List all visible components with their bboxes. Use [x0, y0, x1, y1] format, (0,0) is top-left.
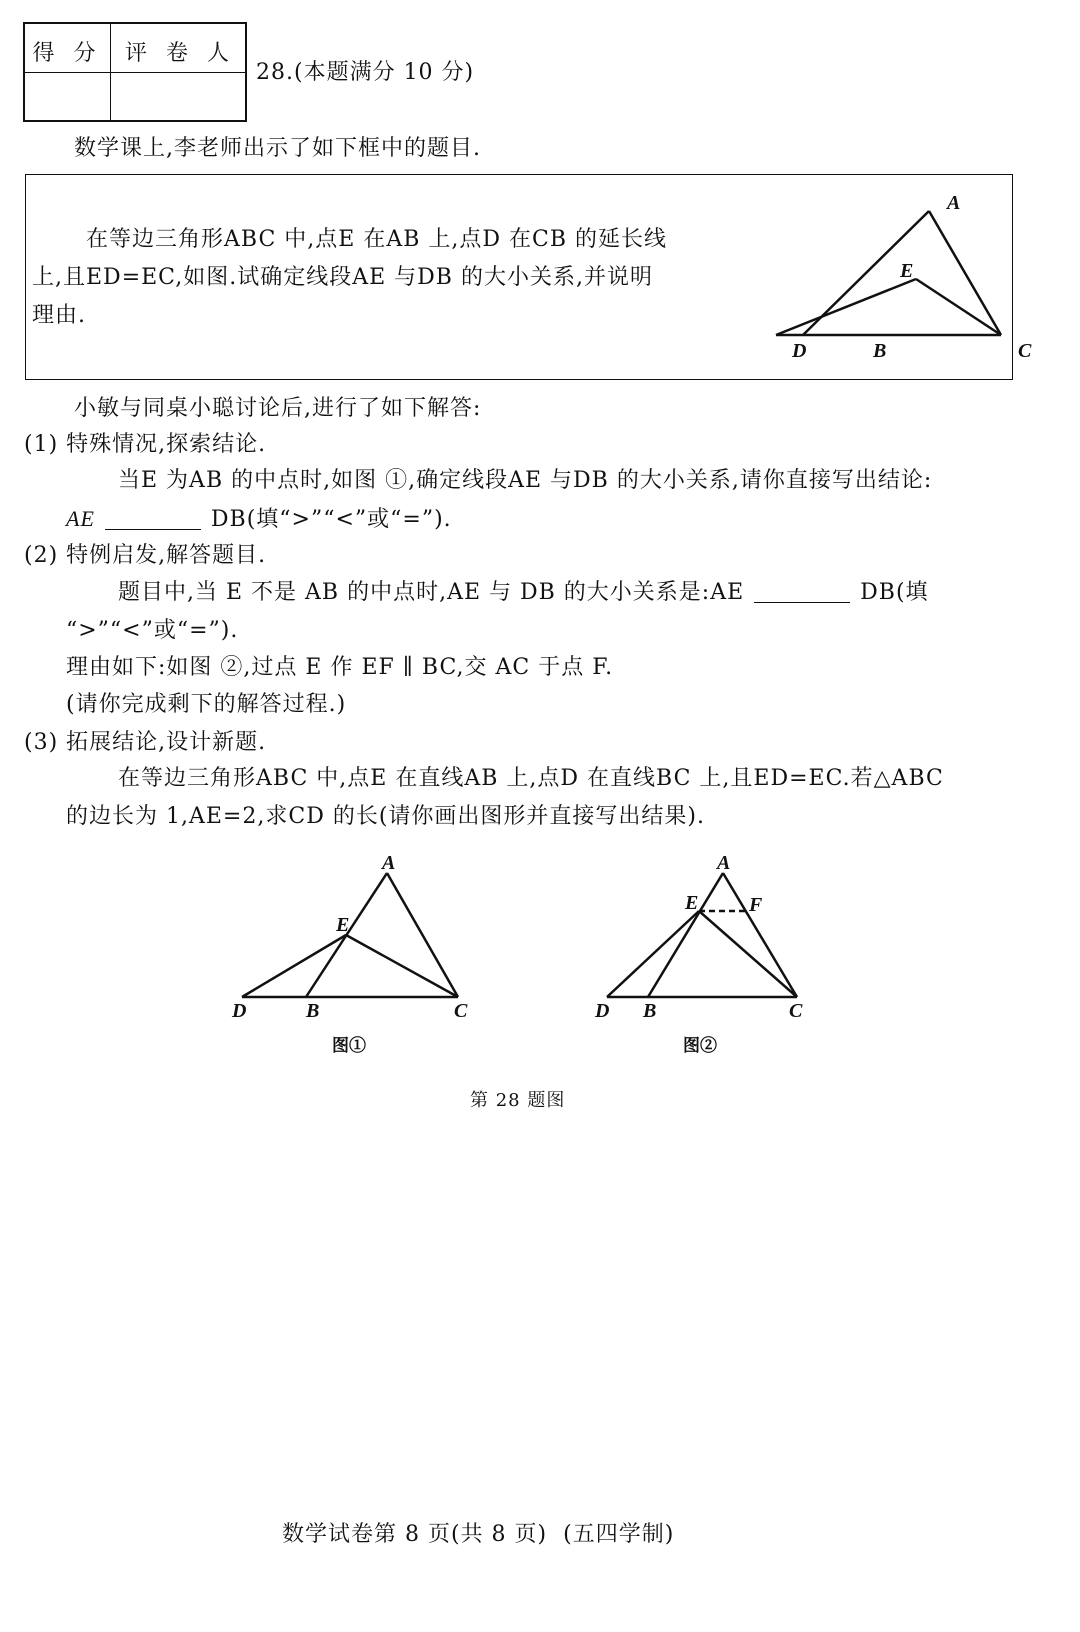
part2-line1a: 题目中,当 E 不是 AB 的中点时,AE 与 DB 的大小关系是:AE [118, 580, 745, 605]
point-label-e: E [900, 260, 914, 282]
point-label-d: D [792, 340, 807, 362]
box-line-1: 在等边三角形ABC 中,点E 在AB 上,点D 在CB 的延长线 [86, 227, 668, 252]
discussion-text: 小敏与同桌小聪讨论后,进行了如下解答: [74, 396, 482, 421]
question-header: 28.(本题满分 10 分) [256, 60, 475, 85]
point-label-e: E [685, 892, 699, 914]
answer-blank-1[interactable] [105, 529, 201, 530]
part3-title: (3) 拓展结论,设计新题. [24, 730, 267, 755]
part2-line3: 理由如下:如图 ②,过点 E 作 EF ∥ BC,交 AC 于点 F. [66, 655, 614, 680]
point-label-d: D [232, 1000, 247, 1022]
point-label-c: C [789, 1000, 803, 1022]
point-label-a: A [382, 852, 396, 874]
part3-line2: 的边长为 1,AE=2,求CD 的长(请你画出图形并直接写出结果). [66, 804, 705, 829]
part2-line1 [118, 582, 929, 604]
figure-2-caption: 图② [683, 1036, 717, 1055]
point-label-b: B [873, 340, 887, 362]
box-line-3: 理由. [32, 303, 86, 328]
point-label-b: B [643, 1000, 657, 1022]
figure-2 [585, 845, 825, 1060]
point-label-c: C [1018, 340, 1032, 362]
part2-line4: (请你完成剩下的解答过程.) [66, 692, 347, 717]
figure-group-caption: 第 28 题图 [470, 1090, 566, 1111]
part3-line1: 在等边三角形ABC 中,点E 在直线AB 上,点D 在直线BC 上,且ED=EC.若△ABC [118, 766, 944, 791]
part1-line1: 当E 为AB 的中点时,如图 ①,确定线段AE 与DB 的大小关系,请你直接写出结论: [118, 468, 933, 493]
figure-1 [220, 845, 490, 1060]
point-label-f: F [749, 894, 763, 916]
point-label-a: A [717, 852, 731, 874]
score-header: 得 分 [32, 41, 102, 66]
part2-line2: “>”“<”或“=”). [66, 618, 239, 643]
point-label-a: A [947, 192, 961, 214]
score-table [23, 22, 247, 122]
figure-1-caption: 图① [332, 1036, 366, 1055]
part1-db: DB(填“>”“<”或“=”). [210, 507, 452, 532]
point-label-b: B [306, 1000, 320, 1022]
point-label-e: E [336, 914, 350, 936]
page-footer: 数学试卷第 8 页(共 8 页) (五四学制) [282, 1522, 675, 1547]
part2-line1b: DB(填 [860, 580, 929, 605]
box-figure [766, 185, 1032, 375]
part1-title: (1) 特殊情况,探索结论. [24, 432, 267, 457]
point-label-d: D [595, 1000, 610, 1022]
point-label-c: C [454, 1000, 468, 1022]
box-line-2: 上,且ED=EC,如图.试确定线段AE 与DB 的大小关系,并说明 [32, 265, 653, 290]
part1-line2 [66, 508, 452, 531]
grader-header: 评 卷 人 [125, 41, 235, 66]
table-divider [25, 72, 245, 73]
intro-text: 数学课上,李老师出示了如下框中的题目. [74, 136, 481, 161]
part2-title: (2) 特例启发,解答题目. [24, 543, 267, 568]
part1-ae: AE [66, 506, 95, 531]
problem-box [25, 174, 1032, 380]
answer-blank-2[interactable] [754, 602, 850, 603]
